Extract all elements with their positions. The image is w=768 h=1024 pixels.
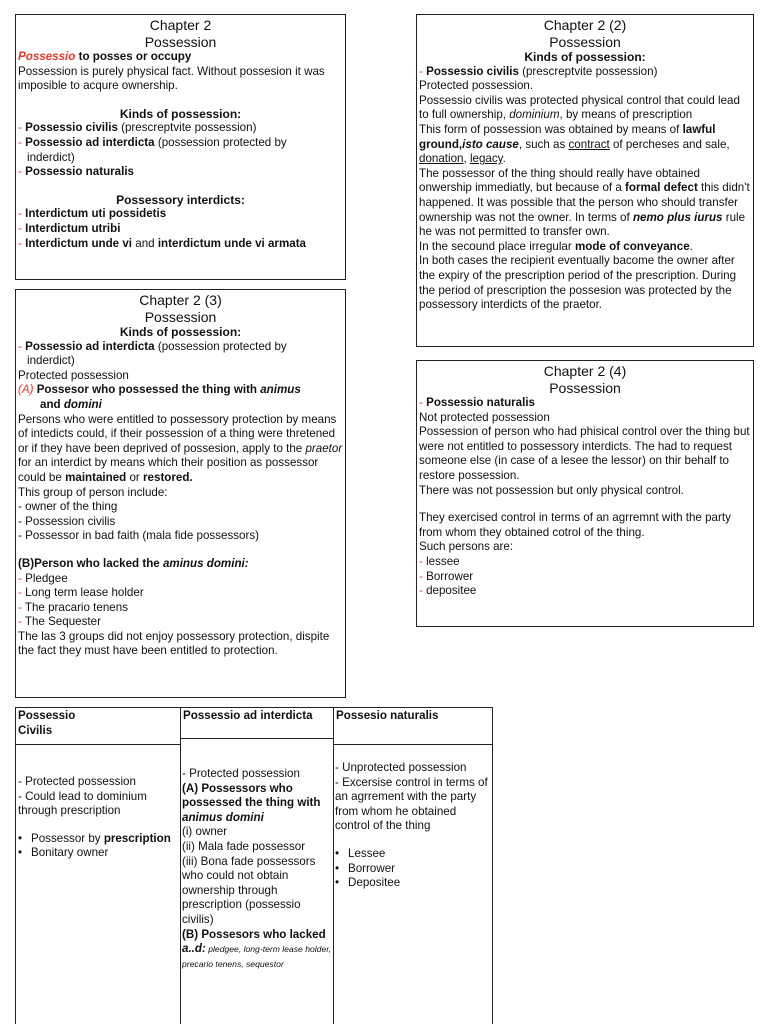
table-cell-civilis xyxy=(15,744,181,1024)
interdicts-heading: Possessory interdicts: xyxy=(116,192,245,207)
interdict-item: - Interdictum unde vi and interdictum unde vi armata xyxy=(18,236,307,250)
bullet-item: • Borrower xyxy=(335,861,396,875)
kind-item: - Possessio ad interdicta (possession protected by xyxy=(18,135,287,149)
kind-line: - Possessio civilis (prescreptvite possession) xyxy=(419,64,658,78)
paragraph: In the secound place irregular mode of conveyance. xyxy=(419,239,693,253)
cell-line: - Unprotected possession xyxy=(335,761,467,774)
cell-line: - Could lead to dominium through prescription xyxy=(18,789,147,818)
paragraph: Possession of person who had phisical control over the thing but were not entitled to possessory interdicts. The had to request someone else (in case of a lesee the lessor) on thir behalf to restore possession. xyxy=(419,425,750,482)
cell-line: (ii) Mala fade possessor xyxy=(182,839,306,853)
list-item: - The pracario tenens xyxy=(18,600,128,614)
list-item: - depositee xyxy=(419,584,477,598)
kinds-heading: Kinds of possession: xyxy=(524,50,646,64)
paragraph: Possessio civilis was protected physical control that could lead to full ownership, dominium, by means of prescription xyxy=(419,93,740,122)
kind-item: - Possessio naturalis xyxy=(18,165,134,179)
list-item: - Pledgee xyxy=(18,571,68,585)
list-item: - Possessor in bad faith (mala fide possessors) xyxy=(18,529,260,543)
kind-line: - Possessio naturalis xyxy=(419,396,535,409)
paragraph: Such persons are: xyxy=(419,540,514,554)
list-item: - Possession civilis xyxy=(18,514,116,528)
bullet-item: • Possessor by prescription xyxy=(18,831,171,845)
bullet-item: • Depositee xyxy=(335,876,401,890)
list-item: - lessee xyxy=(419,554,460,568)
kind-item: - Possessio civilis (prescreptvite possession) xyxy=(18,121,257,135)
paragraph: In both cases the recipient eventually bacome the owner after the expiry of the prescription period of the prescription. During the period of prescription the possesion was protected by the possessory interdicts of the praetor. xyxy=(419,254,737,312)
paragraph: There was not possession but only physical control. xyxy=(419,483,684,497)
group-a: (A) Possessors who possessed the thing with animus domini xyxy=(182,781,321,824)
kinds-heading: Kinds of possession: xyxy=(119,325,242,339)
cell-line: - Excersise control in terms of an agrrement with the party from whom he obtained control of the thing xyxy=(335,775,488,833)
paragraph: Protected possession xyxy=(18,368,129,382)
box-title: Chapter 2 (4) xyxy=(543,363,627,379)
bullet-item: • Bonitary owner xyxy=(18,846,109,860)
paragraph: Protected possession. xyxy=(419,79,534,93)
box-title: Chapter 2 (3) xyxy=(139,292,222,308)
chapter-2-2-box xyxy=(416,14,754,347)
list-item: - Borrower xyxy=(419,569,474,583)
chapter-2-box xyxy=(15,14,346,280)
interdict-item: - Interdictum uti possidetis xyxy=(18,207,167,221)
group-a-heading-cont: and domini xyxy=(40,397,102,411)
bullet-item: • Lessee xyxy=(335,846,386,860)
table-header-ad-interdicta: Possessio ad interdicta xyxy=(180,707,334,739)
chapter-2-4-box xyxy=(416,360,754,627)
kinds-heading: Kinds of possession: xyxy=(119,106,242,121)
list-item: - The Sequester xyxy=(18,615,101,629)
paragraph: Not protected possession xyxy=(419,410,550,424)
possessio-term: Possessio xyxy=(18,50,76,63)
box-subtitle: Possession xyxy=(549,379,621,396)
box-subtitle: Possession xyxy=(144,308,217,325)
table-cell-naturalis xyxy=(333,744,493,1024)
cell-line: - Protected possession xyxy=(18,775,136,788)
interdict-item: - Interdictum utribi xyxy=(18,221,121,235)
group-b: (B) Possesors who lacked a..d: pledgee, long-term lease holder, precario tenens, sequestor xyxy=(182,927,332,969)
box-subtitle: Possession xyxy=(549,33,621,50)
chapter-2-3-box xyxy=(15,289,346,698)
table-header-naturalis: Possesio naturalis xyxy=(333,707,493,745)
table-cell-ad-interdicta xyxy=(180,738,334,1024)
paragraph: This form of possession was obtained by means of lawful ground,isto cause, such as contract of percheses and sale, donation, legacy. xyxy=(419,122,730,166)
kind-item-cont: inderdict) xyxy=(27,150,75,164)
cell-line: (iii) Bona fade possessors who could not obtain ownership through prescription (possessio civilis) xyxy=(182,854,316,926)
paragraph: Persons who were entitled to possessory protection by means of intedicts could, if their possession of a thing were thretened or if they have been deprived of possesion, apply to the praetor for an interdict by means which their position as possessor could be maintained or restored. xyxy=(18,412,343,484)
list-item: - owner of the thing xyxy=(18,500,118,514)
group-a-heading: (A) Possesor who possessed the thing with animus xyxy=(18,383,301,397)
box-title: Chapter 2 xyxy=(149,17,212,33)
list-item: - Long term lease holder xyxy=(18,586,144,600)
paragraph: The possessor of the thing should really have obtained onwership immediatly, but because of a formal defect this didn't happened. It was possible that the person who should transfer ownership was not the owner. In terms of nemo plus iurus rule he was not permitted to transfer own. xyxy=(419,166,750,239)
definition-line: Possessio to posses or occupy xyxy=(18,50,192,63)
paragraph: They exercised control in terms of an agrremnt with the party from whom they obtained cotrol of the thing. xyxy=(419,511,731,539)
kind-line-cont: inderdict) xyxy=(27,354,75,368)
paragraph: This group of person include: xyxy=(18,485,168,499)
box-subtitle: Possession xyxy=(144,33,217,50)
cell-line: - Protected possession xyxy=(182,767,300,780)
cell-line: (i) owner xyxy=(182,825,228,839)
paragraph: The las 3 groups did not enjoy possessory protection, dispite the fact they must have been entitled to protection. xyxy=(18,629,330,658)
table-header-civilis: Possessio Civilis xyxy=(15,707,181,745)
box-title: Chapter 2 (2) xyxy=(543,17,627,33)
group-b-heading: (B)Person who lacked the aminus domini: xyxy=(18,556,249,570)
intro-paragraph: Possession is purely physical fact. Without possesion it was imposible to acqure ownership. xyxy=(18,64,325,93)
kind-line: - Possessio ad interdicta (possession protected by xyxy=(18,339,287,353)
